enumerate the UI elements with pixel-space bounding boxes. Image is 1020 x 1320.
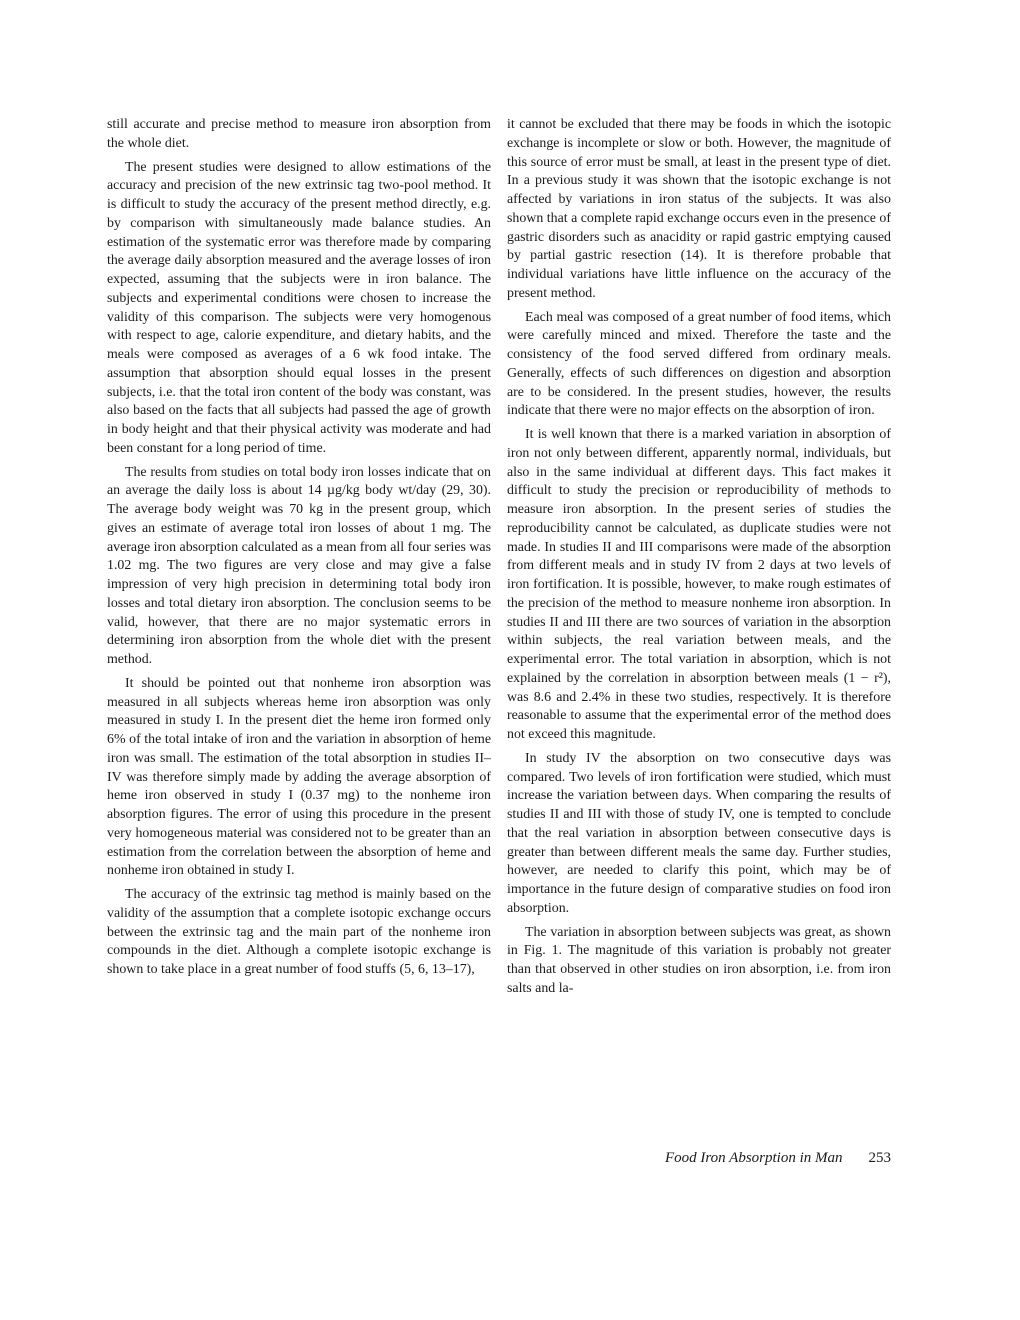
- paragraph: The present studies were designed to allow estimations of the accuracy and precision of the new extrinsic tag two-pool method. It is difficult to study the accuracy of the present method directly, e.g. by comparison with simultaneously made balance studies. An estimation of the systematic error was therefore made by comparing the average daily absorption measured and the average losses of iron expected, assuming that the subjects were in iron balance. The subjects and experimental conditions were chosen to increase the validity of this comparison. The subjects were very homogenous with respect to age, calorie expenditure, and dietary habits, and the meals were composed as averages of a 6 wk food intake. The assumption that absorption should equal losses in the present subjects, i.e. that the total iron content of the body was constant, was also based on the facts that all subjects had passed the age of growth in body height and that their physical activity was moderate and had been constant for a long period of time.: [107, 159, 491, 456]
- left-text-column: [107, 116, 491, 985]
- right-text-column: [507, 116, 891, 1004]
- paragraph: The variation in absorption between subjects was great, as shown in Fig. 1. The magnitude of this variation is probably not greater than that observed in other studies on iron absorption, i.e. from iron salts and la-: [507, 924, 891, 996]
- paragraph: Each meal was composed of a great number of food items, which were carefully minced and mixed. Therefore the taste and the consistency of the food served differed from ordinary meals. Generally, effects of such differences on digestion and absorption are to be considered. In the present studies, however, the results indicate that there were no major effects on the absorption of iron.: [507, 309, 891, 419]
- running-title: Food Iron Absorption in Man: [664, 1150, 843, 1166]
- paragraph: The results from studies on total body iron losses indicate that on an average the daily loss is about 14 µg/kg body wt/day (29, 30). The average body weight was 70 kg in the present group, which gives an estimate of average total iron losses of about 1 mg. The average iron absorption calculated as a mean from all four series was 1.02 mg. The two figures are very close and may give a false impression of very high precision in determining total body iron losses and total dietary iron absorption. The conclusion seems to be valid, however, that there are no major systematic errors in determining iron absorption from the whole diet with the present method.: [107, 464, 491, 667]
- paragraph: still accurate and precise method to measure iron absorption from the whole diet.: [107, 117, 491, 151]
- page-number: 253: [868, 1150, 891, 1166]
- paragraph: In study IV the absorption on two consecutive days was compared. Two levels of iron fortification were studied, which must increase the variation between days. When comparing the results of studies II and III with those of study IV, one is tempted to conclude that the real variation in absorption between consecutive days is greater than between different meals the same day. Further studies, however, are needed to clarify this point, which may be of importance in the future design of comparative studies on food iron absorption.: [507, 750, 891, 916]
- paragraph: It is well known that there is a marked variation in absorption of iron not only between different, apparently normal, individuals, but also in the same individual at different days. This fact makes it difficult to study the precision or reproducibility of methods to measure iron absorption. In the present series of studies the reproducibility cannot be calculated, as duplicate studies were not made. In studies II and III comparisons were made of the absorption from different meals and in study IV from 2 days at two levels of iron fortification. It is possible, however, to make rough estimates of the precision of the method to measure nonheme iron absorption. In studies II and III there are two sources of variation in the absorption within subjects, the real variation between meals, and the experimental error. The total variation in absorption, which is not explained by the correlation in absorption between meals (1 − r²), was 8.6 and 2.4% in these two studies, respectively. It is therefore reasonable to assume that the experimental error of the method does not exceed this magnitude.: [507, 427, 891, 742]
- paragraph: It should be pointed out that nonheme iron absorption was measured in all subjects whereas heme iron absorption was only measured in study I. In the present diet the heme iron formed only 6% of the total intake of iron and the variation in absorption of heme iron was small. The estimation of the total absorption in studies II–IV was therefore simply made by adding the average absorption of heme iron observed in study I (0.37 mg) to the nonheme iron absorption figures. The error of using this procedure in the present very homogeneous material was considered not to be greater than an estimation from the correlation between the absorption of heme and nonheme iron obtained in study I.: [107, 675, 491, 879]
- paragraph: it cannot be excluded that there may be foods in which the isotopic exchange is incomplete or slow or both. However, the magnitude of this source of error must be small, at least in the present type of diet. In a previous study it was shown that the isotopic exchange is not affected by variations in iron status of the subjects. It was also shown that a complete rapid exchange occurs even in the presence of gastric disorders such as anacidity or rapid gastric emptying caused by partial gastric resection (14). It is therefore probable that individual variations have little influence on the accuracy of the present method.: [507, 117, 891, 301]
- page-footer: [507, 1148, 891, 1168]
- paragraph: The accuracy of the extrinsic tag method is mainly based on the validity of the assumption that a complete isotopic exchange occurs between the extrinsic tag and the main part of the nonheme iron compounds in the diet. Although a complete isotopic exchange is shown to take place in a great number of food stuffs (5, 6, 13–17),: [107, 887, 491, 977]
